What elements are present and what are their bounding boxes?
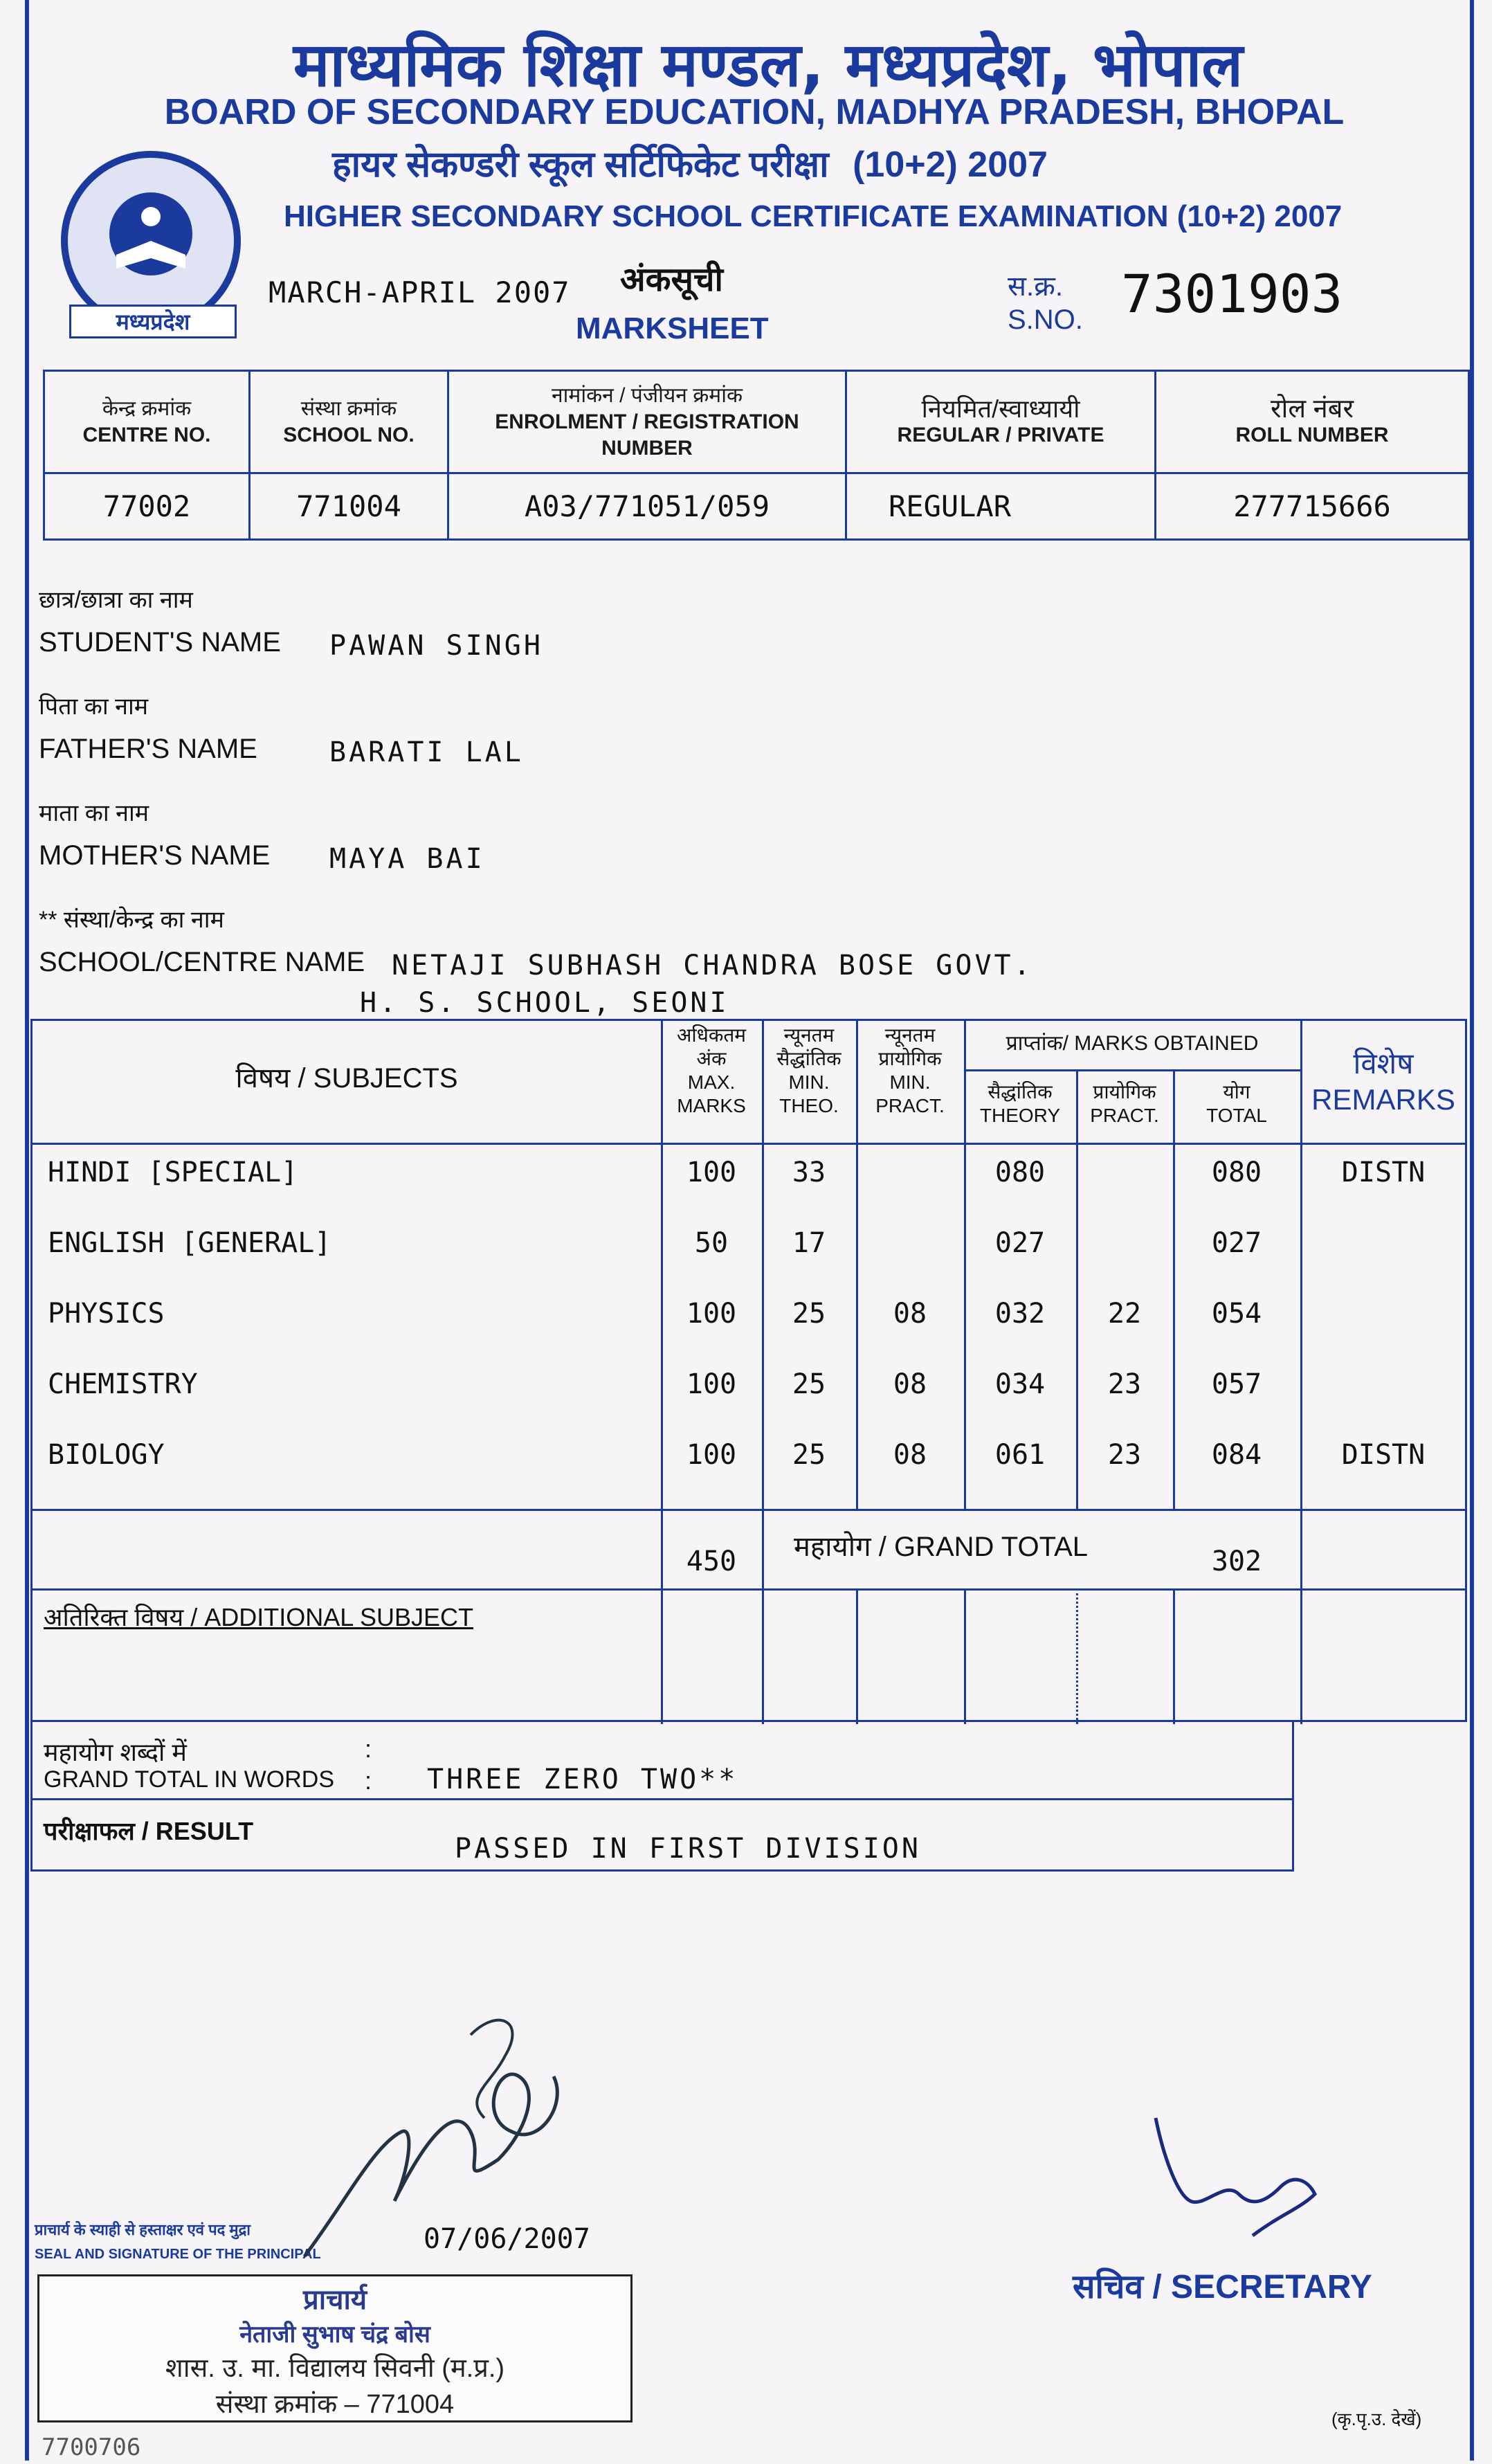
- mother-name-label-hindi: माता का नाम: [39, 800, 149, 826]
- min-theo-value: 33: [792, 1157, 826, 1188]
- total-value: 027: [1211, 1227, 1262, 1259]
- regular-private-header: [846, 371, 1156, 473]
- regular-private-label: REGULAR / PRIVATE: [897, 423, 1104, 446]
- father-name-label-hindi: पिता का नाम: [39, 694, 149, 720]
- remarks-value: DISTN: [1341, 1157, 1426, 1188]
- exam-title-english: HIGHER SECONDARY SCHOOL CERTIFICATE EXAMINATION (10+2) 2007: [284, 199, 1343, 233]
- enrolment-label-hindi: नामांकन / पंजीयन क्रमांक: [551, 383, 743, 407]
- centre-no-label: CENTRE NO.: [82, 423, 211, 446]
- roll-number-value: 277715666: [1156, 473, 1469, 540]
- mother-name-value: MAYA BAI: [329, 843, 485, 875]
- enrolment-value: A03/771051/059: [448, 473, 846, 540]
- centre-no-header: [44, 371, 250, 473]
- total-value: 084: [1211, 1439, 1262, 1471]
- bottom-number: 7700706: [42, 2434, 141, 2461]
- pract-header-hindi: प्रायोगिक: [1093, 1081, 1156, 1103]
- min-pract-header-hindi: न्यूनतम प्रायोगिक: [878, 1024, 942, 1069]
- total-value: 057: [1211, 1368, 1262, 1400]
- marksheet-english: MARKSHEET: [576, 311, 769, 345]
- father-name-value: BARATI LAL: [329, 736, 524, 768]
- grand-total-value: 302: [1211, 1546, 1262, 1577]
- enrolment-header: [448, 371, 846, 473]
- subject-name: CHEMISTRY: [48, 1368, 198, 1400]
- theory-header-hindi: सैद्धांतिक: [988, 1081, 1053, 1103]
- min-pract-header: [856, 1024, 964, 1118]
- total-header-english: TOTAL: [1206, 1105, 1267, 1126]
- school-no-label-hindi: संस्था क्रमांक: [300, 397, 397, 420]
- subject-name: HINDI [SPECIAL]: [48, 1157, 298, 1188]
- theory-value: 080: [994, 1157, 1046, 1188]
- stamp-school-name: नेताजी सुभाष चंद्र बोस: [239, 2321, 430, 2348]
- school-no-header: [250, 371, 448, 473]
- exam-title-hindi-text: हायर सेकण्डरी स्कूल सर्टिफिकेट परीक्षा: [332, 145, 829, 185]
- student-name-value: PAWAN SINGH: [329, 630, 543, 662]
- result-value: PASSED IN FIRST DIVISION: [455, 1833, 921, 1865]
- centre-no-value: 77002: [44, 473, 250, 540]
- max-marks-value: 100: [686, 1439, 737, 1471]
- theory-header: [964, 1080, 1076, 1127]
- principal-signature-icon: [291, 1993, 651, 2284]
- regular-private-label-hindi: नियमित/स्वाध्यायी: [921, 394, 1080, 423]
- max-marks-header-hindi: अधिकतम अंक: [676, 1024, 747, 1069]
- exam-title-hindi-year: (10+2) 2007: [853, 145, 1048, 185]
- min-theo-value: 25: [792, 1298, 826, 1330]
- school-no-label: SCHOOL NO.: [283, 423, 415, 446]
- secretary-signature-icon: [1135, 2097, 1343, 2249]
- school-name-label: SCHOOL/CENTRE NAME: [39, 947, 365, 977]
- words-label-hindi: महायोग शब्दों में: [44, 1738, 187, 1766]
- theory-header-english: THEORY: [979, 1105, 1061, 1126]
- sno-label-hindi: स.क्र.: [1008, 271, 1063, 302]
- words-colon-2: :: [365, 1766, 372, 1795]
- sno-label: S.NO.: [1008, 305, 1083, 335]
- min-pract-value: 08: [893, 1298, 927, 1330]
- min-theo-header: [762, 1024, 856, 1118]
- total-header-hindi: योग: [1223, 1081, 1250, 1103]
- total-value: 054: [1211, 1298, 1262, 1330]
- remarks-header-hindi: विशेष: [1353, 1047, 1414, 1080]
- father-name-label: FATHER'S NAME: [39, 734, 257, 764]
- marks-obtained-header: प्राप्तांक/ MARKS OBTAINED: [1006, 1032, 1259, 1055]
- pract-header-english: PRACT.: [1090, 1105, 1159, 1126]
- max-marks-value: 100: [686, 1157, 737, 1188]
- school-name-line2: H. S. SCHOOL, SEONI: [360, 987, 729, 1019]
- student-name-label: STUDENT'S NAME: [39, 627, 281, 658]
- min-theo-header-english: MIN. THEO.: [779, 1071, 839, 1116]
- theory-value: 032: [994, 1298, 1046, 1330]
- school-no-value: 771004: [250, 473, 448, 540]
- stamp-school-address: शास. उ. मा. विद्यालय सिवनी (म.प्र.): [165, 2354, 505, 2383]
- min-pract-value: 08: [893, 1368, 927, 1400]
- centre-no-label-hindi: केन्द्र क्रमांक: [102, 397, 192, 420]
- grand-total-words: THREE ZERO TWO**: [427, 1764, 738, 1795]
- pract-value: 23: [1107, 1439, 1142, 1471]
- board-title-english: BOARD OF SECONDARY EDUCATION, MADHYA PRADESH, BHOPAL: [164, 92, 1345, 132]
- principal-stamp: [37, 2274, 633, 2422]
- mother-name-label: MOTHER'S NAME: [39, 840, 271, 871]
- subject-name: BIOLOGY: [48, 1439, 165, 1471]
- marksheet-hindi: अंकसूची: [620, 262, 723, 298]
- remarks-header-english: REMARKS: [1311, 1083, 1455, 1116]
- school-name-label-hindi: ** संस्था/केन्द्र का नाम: [39, 907, 224, 933]
- student-name-label-hindi: छात्र/छात्रा का नाम: [39, 587, 193, 613]
- min-theo-value: 17: [792, 1227, 826, 1259]
- grand-total-max: 450: [686, 1546, 737, 1577]
- max-marks-value: 50: [694, 1227, 729, 1259]
- seal-label: मध्यप्रदेश: [69, 305, 237, 338]
- exam-title-hindi: [332, 138, 1048, 188]
- roll-number-header: [1156, 371, 1469, 473]
- total-value: 080: [1211, 1157, 1262, 1188]
- pto-note: (कृ.पृ.उ. देखें): [1331, 2409, 1422, 2429]
- principal-label-hindi: प्राचार्य के स्याही से हस्ताक्षर एवं पद मुद्रा: [35, 2221, 251, 2238]
- min-theo-value: 25: [792, 1368, 826, 1400]
- min-pract-header-english: MIN. PRACT.: [875, 1071, 945, 1116]
- subject-name: ENGLISH [GENERAL]: [48, 1227, 331, 1259]
- pract-header: [1076, 1080, 1173, 1127]
- marks-table: [30, 1019, 1467, 1722]
- result-label: परीक्षाफल / RESULT: [44, 1817, 254, 1845]
- min-pract-value: 08: [893, 1439, 927, 1471]
- stamp-title: प्राचार्य: [302, 2285, 367, 2315]
- theory-value: 027: [994, 1227, 1046, 1259]
- theory-value: 061: [994, 1439, 1046, 1471]
- identification-table: [43, 370, 1470, 541]
- principal-label: SEAL AND SIGNATURE OF THE PRINCIPAL: [35, 2247, 321, 2262]
- serial-number: 7301903: [1121, 263, 1343, 325]
- enrolment-label: ENROLMENT / REGISTRATION NUMBER: [495, 410, 799, 460]
- grand-total-label: महायोग / GRAND TOTAL: [794, 1532, 1088, 1562]
- words-colon-1: :: [365, 1734, 372, 1763]
- words-label: GRAND TOTAL IN WORDS: [44, 1766, 335, 1793]
- board-seal: [61, 151, 241, 331]
- remarks-value: DISTN: [1341, 1439, 1426, 1471]
- max-marks-header: [661, 1024, 762, 1118]
- roll-number-label-hindi: रोल नंबर: [1270, 394, 1354, 424]
- min-theo-value: 25: [792, 1439, 826, 1471]
- additional-subject-label: अतिरिक्त विषय / ADDITIONAL SUBJECT: [44, 1603, 473, 1631]
- board-title-hindi: माध्यमिक शिक्षा मण्डल, मध्यप्रदेश, भोपाल: [293, 29, 1244, 100]
- seal-emblem-icon: [68, 158, 234, 324]
- subject-name: PHYSICS: [48, 1298, 165, 1330]
- stamp-school-number: संस्था क्रमांक – 771004: [215, 2390, 455, 2419]
- remarks-header: [1300, 1046, 1466, 1118]
- roll-number-label: ROLL NUMBER: [1235, 423, 1389, 446]
- exam-session: MARCH-APRIL 2007: [269, 275, 571, 309]
- max-marks-value: 100: [686, 1298, 737, 1330]
- pract-value: 23: [1107, 1368, 1142, 1400]
- min-theo-header-hindi: न्यूनतम सैद्धांतिक: [776, 1024, 841, 1069]
- issue-date: 07/06/2007: [424, 2223, 590, 2255]
- subjects-header: विषय / SUBJECTS: [235, 1063, 458, 1094]
- theory-value: 034: [994, 1368, 1046, 1400]
- school-name-line1: NETAJI SUBHASH CHANDRA BOSE GOVT.: [392, 950, 1033, 981]
- secretary-label: सचिव / SECRETARY: [1073, 2269, 1372, 2306]
- regular-private-value: REGULAR: [846, 473, 1156, 540]
- max-marks-value: 100: [686, 1368, 737, 1400]
- max-marks-header-english: MAX. MARKS: [677, 1071, 746, 1116]
- summary-box: [30, 1722, 1294, 1872]
- total-header: [1173, 1080, 1300, 1127]
- pract-value: 22: [1107, 1298, 1142, 1330]
